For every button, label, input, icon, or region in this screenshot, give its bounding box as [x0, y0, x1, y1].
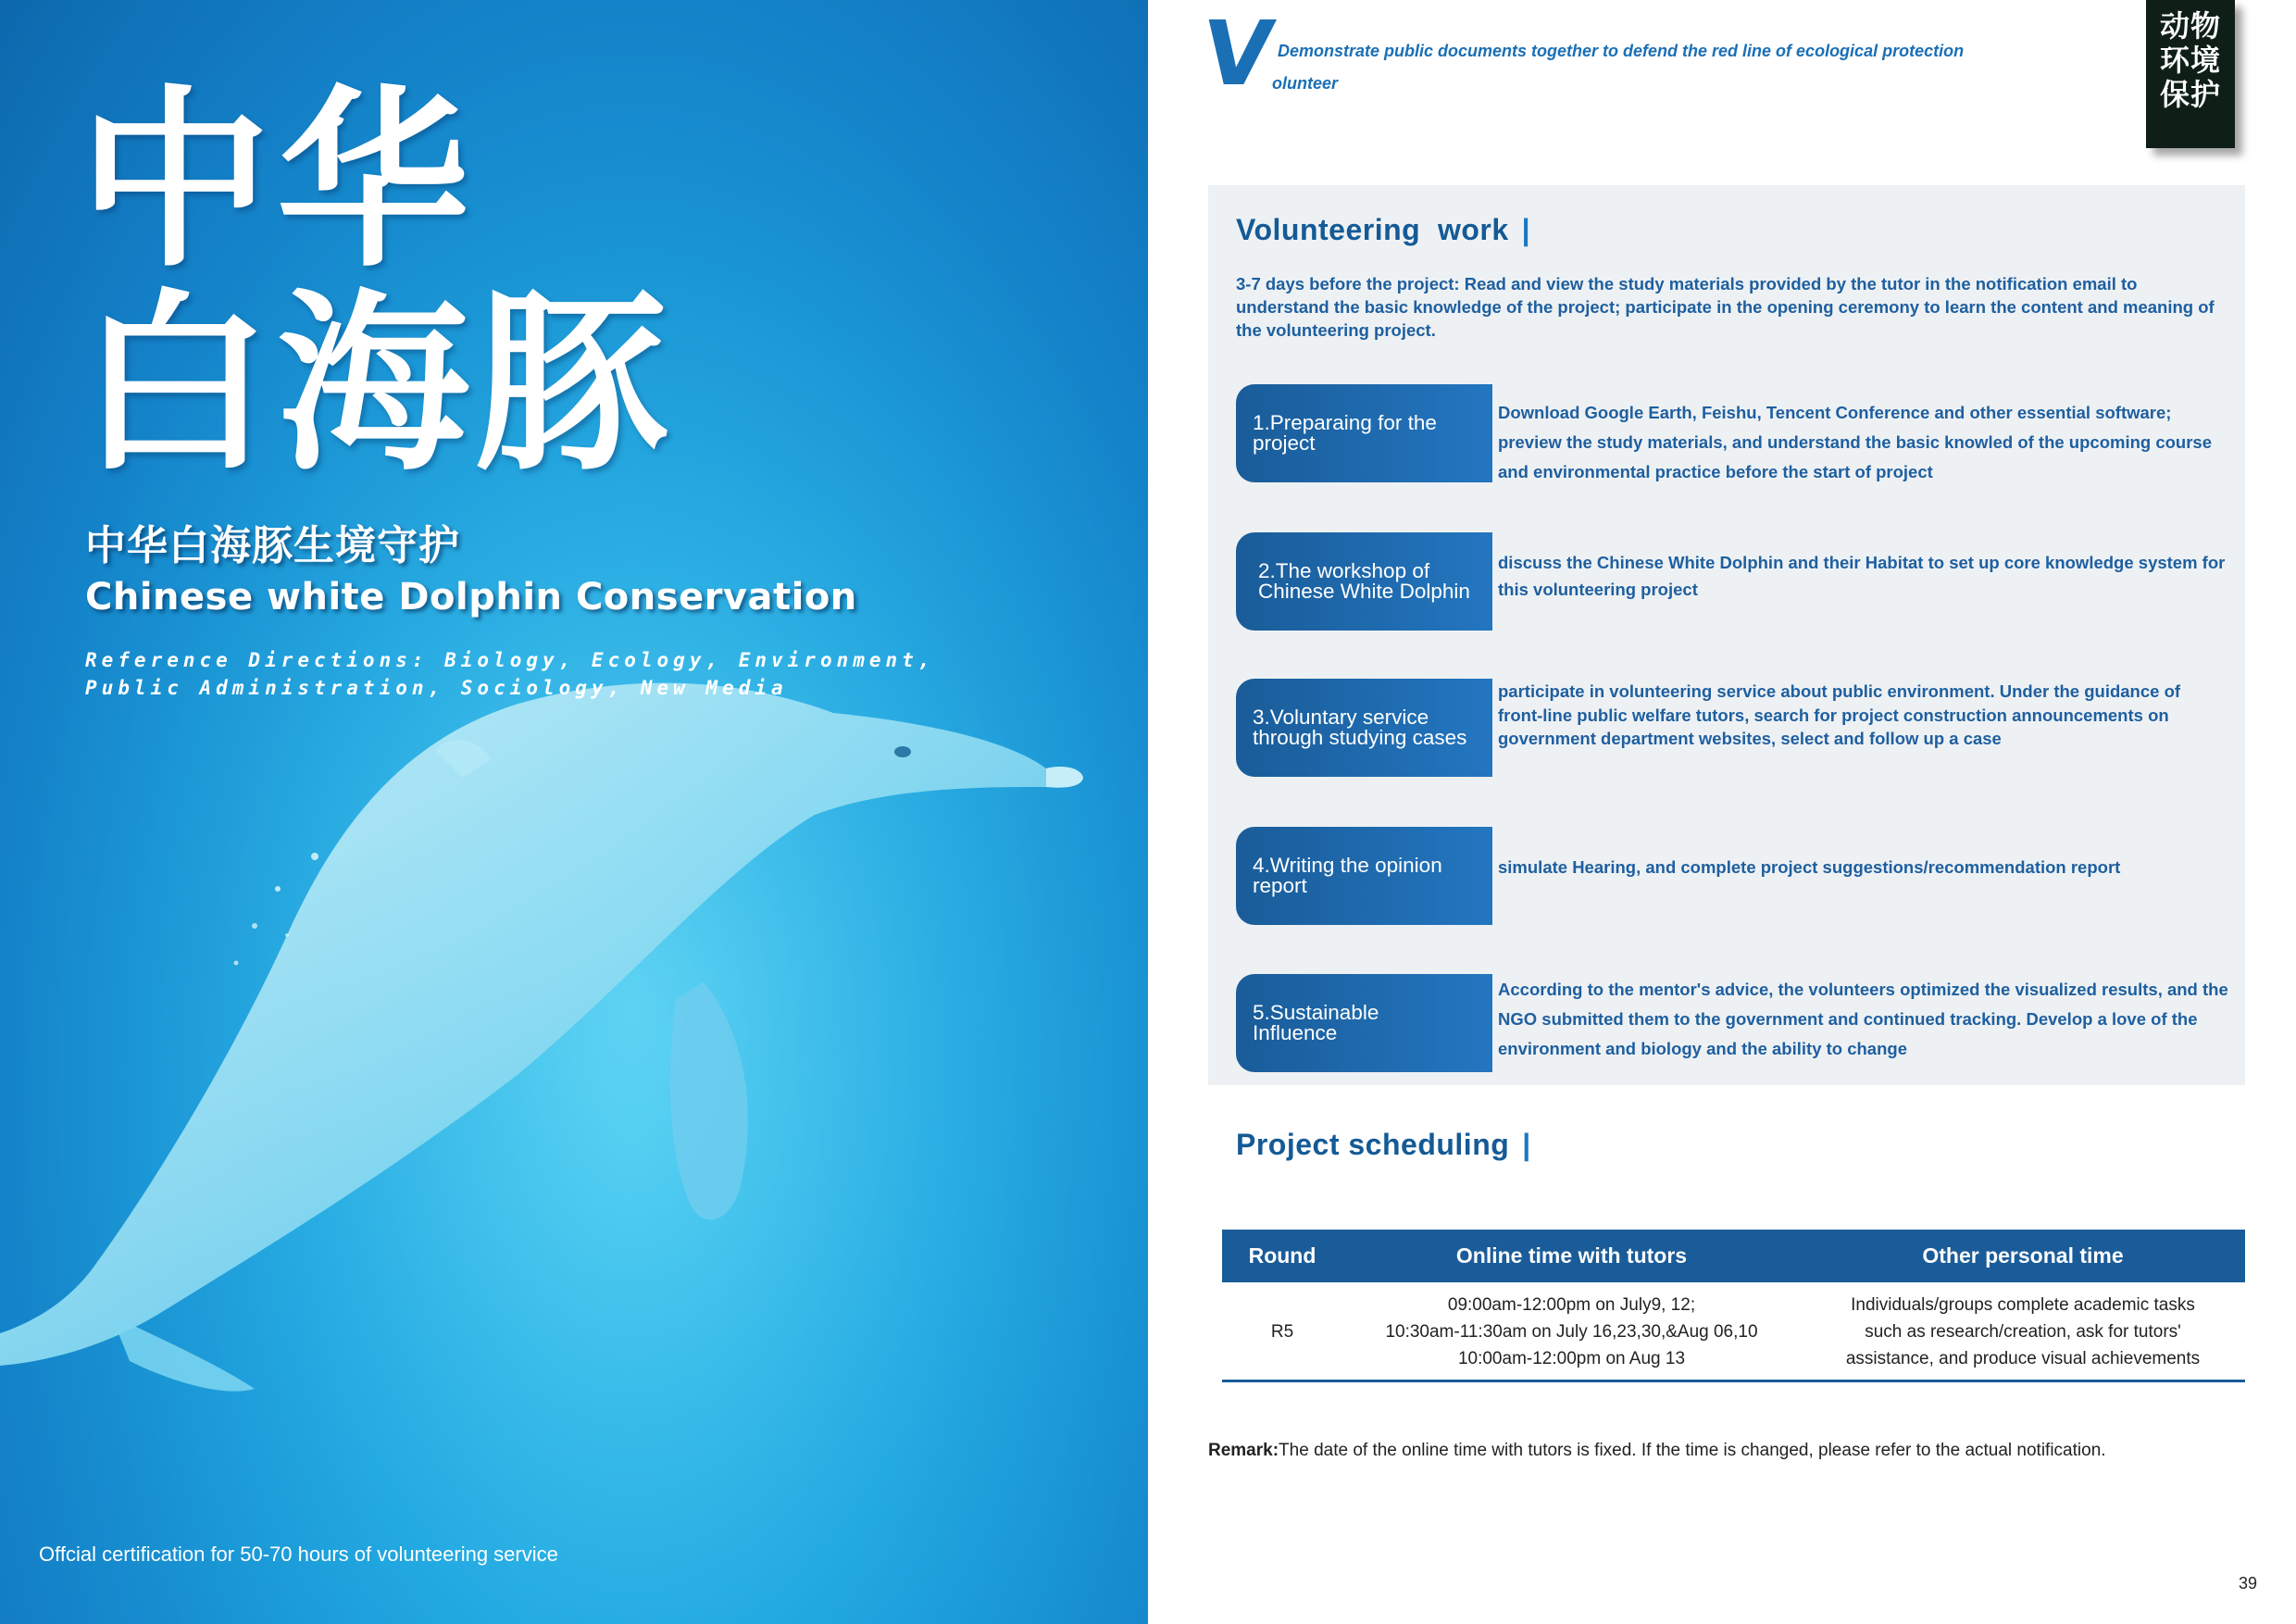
remark-label: Remark:	[1208, 1441, 1279, 1460]
online-time-cell	[1342, 1283, 1801, 1381]
reference-directions: Reference Directions: Biology, Ecology, Environment, Public Administration, Sociology, New Media	[85, 649, 935, 699]
animal-environment-badge	[2146, 0, 2235, 148]
online-time-line: 09:00am-12:00pm on July9, 12;	[1447, 1295, 1696, 1315]
step-description-4: simulate Hearing, and complete project suggestions/recommendation report	[1498, 857, 2121, 877]
badge-line: 环境	[2159, 43, 2221, 78]
step-tab-4	[1236, 827, 1492, 925]
badge-line: 动物	[2159, 8, 2221, 44]
header-volunteer: olunteer	[1272, 74, 1339, 93]
title-bar-icon: |	[1522, 1128, 1531, 1161]
column-header: Other personal time	[1801, 1230, 2245, 1283]
table-row	[1222, 1283, 2245, 1381]
step-label: 2.The workshop of Chinese White Dolphin	[1258, 559, 1470, 603]
volunteering-intro: 3-7 days before the project: Read and view the study materials provided by the tutor in the notification email to understand the basic knowledge of the project; participate in the opening ceremony to learn the content and meaning of the volunteering project.	[1236, 274, 2215, 340]
page-number: 39	[2239, 1574, 2258, 1593]
certification-note: Offcial certification for 50-70 hours of volunteering service	[39, 1543, 558, 1566]
remark-note	[1208, 1441, 2106, 1461]
personal-time-line: assistance, and produce visual achievements	[1845, 1349, 2201, 1368]
cover-subtitle-cn: 中华白海豚生境守护	[85, 522, 460, 569]
title-bar-icon: |	[1521, 213, 1531, 246]
schedule-table	[1222, 1230, 2245, 1382]
volunteering-title-text: Volunteering work	[1236, 213, 1509, 246]
volunteering-title	[1236, 213, 1530, 247]
step-description-1: Download Google Earth, Feishu, Tencent Conference and other essential software; preview the study materials, and understand the basic knowled of the upcoming course and environmental practice before the start of project	[1498, 403, 2212, 481]
step-tab-3	[1236, 679, 1492, 777]
step-label: 3.Voluntary service through studying cases	[1253, 706, 1467, 749]
online-time-line: 10:30am-11:30am on July 16,23,30,&Aug 06,10	[1385, 1322, 1758, 1342]
cover-title-line2: 白海豚	[79, 273, 673, 497]
table-header-row	[1222, 1230, 2245, 1283]
personal-time-line: Individuals/groups complete academic tasks	[1851, 1295, 2195, 1315]
column-header: Online time with tutors	[1342, 1230, 1801, 1283]
step-description-5: According to the mentor's advice, the volunteers optimized the visualized results, and the NGO submitted them to the government and continued tracking. Develop a love of the environment and biology and the ability to change	[1498, 980, 2228, 1058]
header-big-letter: V	[1196, 2, 1280, 106]
step-label: 5.Sustainable Influence	[1253, 1001, 1379, 1044]
personal-time-cell	[1801, 1283, 2245, 1381]
step-tab-2	[1236, 532, 1492, 631]
column-header: Round	[1222, 1230, 1342, 1283]
step-label: 4.Writing the opinion report	[1253, 854, 1442, 897]
badge-line: 保护	[2159, 77, 2221, 112]
schedule-title-text: Project scheduling	[1236, 1128, 1510, 1161]
remark-text: The date of the online time with tutors is fixed. If the time is changed, please refer to the actual notification.	[1279, 1441, 2106, 1460]
online-time-line: 10:00am-12:00pm on Aug 13	[1457, 1349, 1686, 1368]
schedule-title	[1236, 1128, 1531, 1162]
step-label: 1.Preparaing for the project	[1253, 411, 1437, 455]
step-tab-1	[1236, 384, 1492, 482]
personal-time-line: such as research/creation, ask for tutors'	[1865, 1322, 2181, 1342]
step-description-3: participate in volunteering service about public environment. Under the guidance of front-line public welfare tutors, search for project construction announcements on government department websites, select and follow up a case	[1498, 681, 2181, 748]
header-slogan: Demonstrate public documents together to defend the red line of ecological protection	[1278, 42, 1965, 60]
step-description-2: discuss the Chinese White Dolphin and their Habitat to set up core knowledge system for this volunteering project	[1498, 553, 2226, 599]
cover-subtitle-en: Chinese white Dolphin Conservation	[85, 576, 857, 618]
cover-title-line1: 中华	[79, 69, 475, 294]
step-tab-5	[1236, 974, 1492, 1072]
round-cell: R5	[1270, 1322, 1294, 1342]
